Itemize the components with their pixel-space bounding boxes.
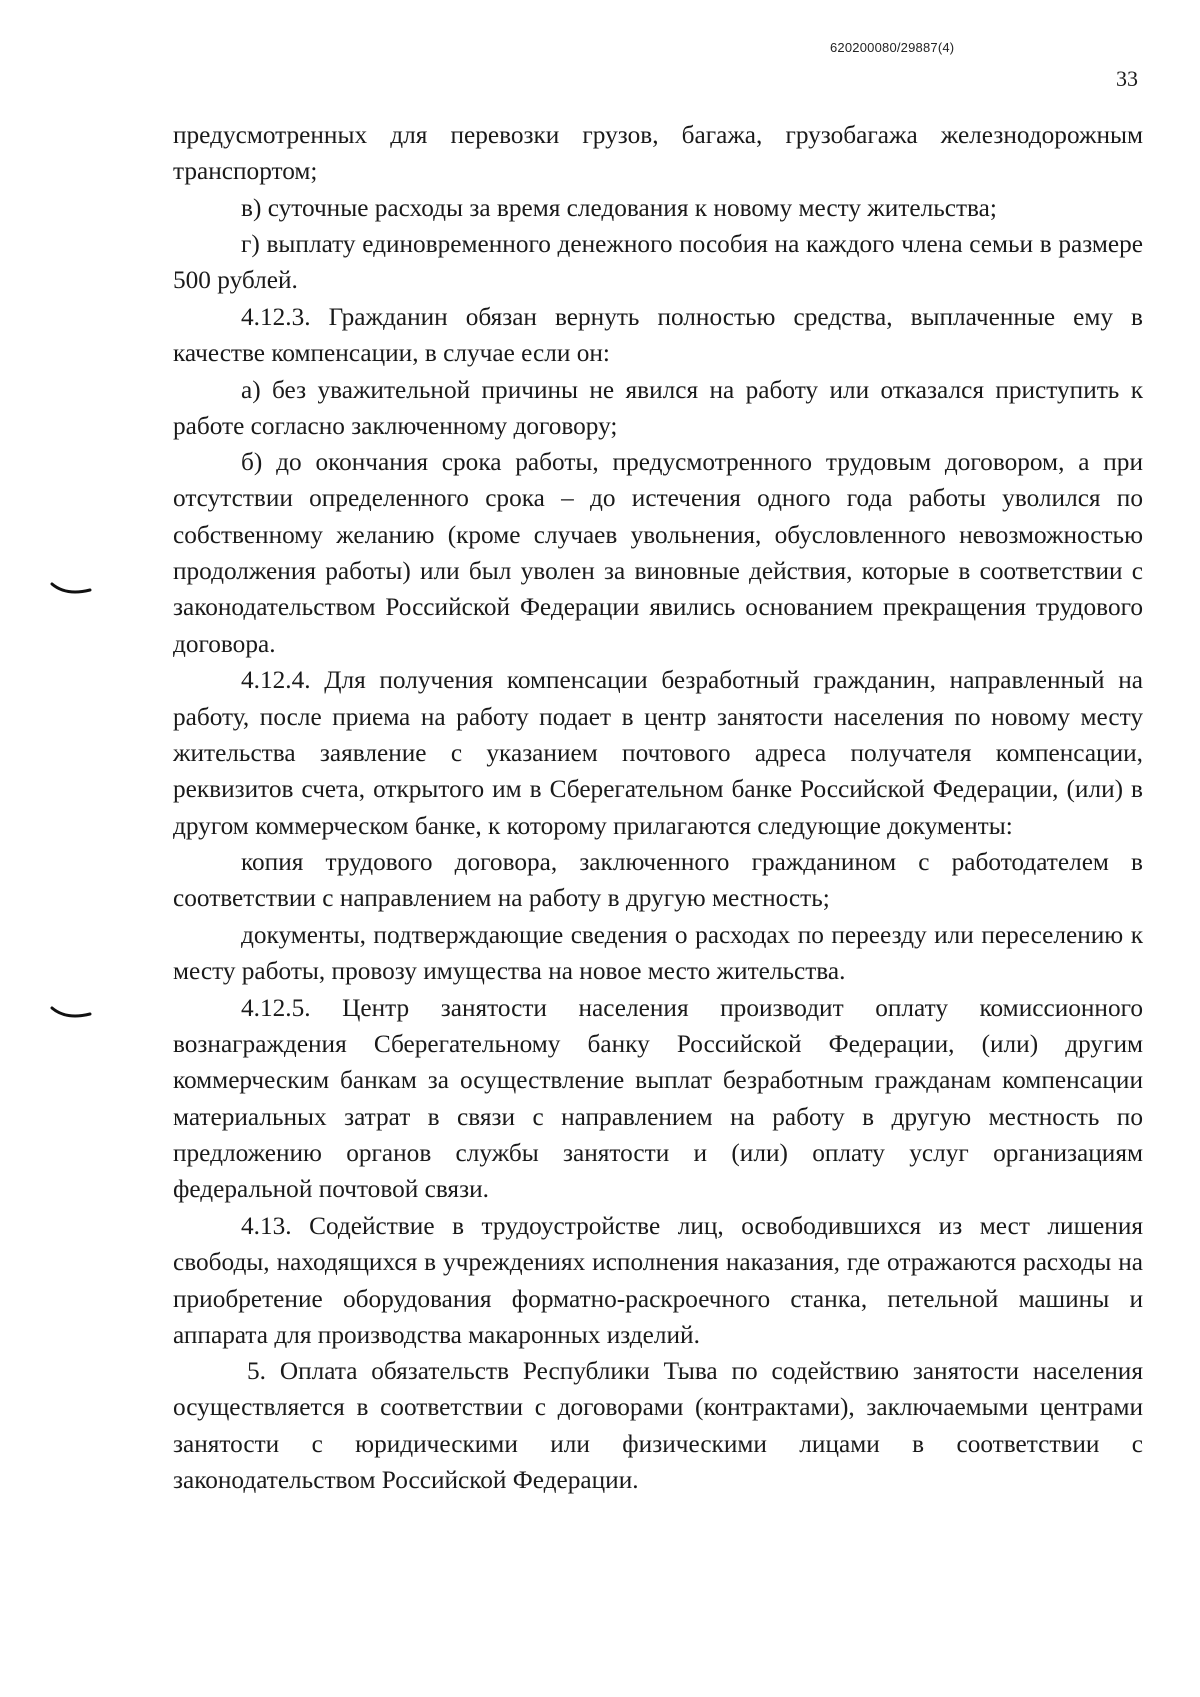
binder-mark: [50, 1002, 98, 1024]
paragraph: 4.13. Содействие в трудоустройстве лиц, освободившихся из мест лишения свободы, находящихся в учреждениях исполнения наказания, где отражаются расходы на приобретение оборудования форматно-раскроечного станка, петельной машины и аппарата для производства макаронных изделий.: [173, 1211, 1143, 1349]
paragraph: г) выплату единовременного денежного пособия на каждого члена семьи в размере 500 рублей.: [173, 229, 1143, 295]
document-code: 620200080/29887(4): [830, 40, 955, 55]
paragraph: документы, подтверждающие сведения о расходах по переезду или переселению к месту работы, провозу имущества на новое место жительства.: [173, 920, 1143, 985]
paragraph: 4.12.4. Для получения компенсации безработный гражданин, направленный на работу, после приема на работу подает в центр занятости населения по новому месту жительства заявление с указанием почтового адреса получателя компенсации, реквизитов счета, открытого им в Сберегательном банке Российской Федерации, (или) в другом коммерческом банке, к которому прилагаются следующие документы:: [173, 666, 1143, 840]
paragraph: а) без уважительной причины не явился на работу или отказался приступить к работе согласно заключенному договору;: [173, 375, 1143, 440]
paragraph: 4.12.5. Центр занятости населения производит оплату комиссионного вознаграждения Сберегательному банку Российской Федерации, (или) другим коммерческим банкам за осуществление выплат безработным гражданам компенсации материальных затрат в связи с направлением на работу в другую местность по предложению органов службы занятости и (или) оплату услуг организациям федеральной почтовой связи.: [173, 993, 1143, 1204]
paragraph: копия трудового договора, заключенного гражданином с работодателем в соответствии с направлением на работу в другую местность;: [173, 847, 1143, 913]
paragraph: б) до окончания срока работы, предусмотренного трудовым договором, а при отсутствии определенного срока – до истечения одного года работы уволился по собственному желанию (кроме случаев увольнения, обусловленного невозможностью продолжения работы) или был уволен за виновные действия, которые в соответствии с законодательством Российской Федерации явились основанием прекращения трудового договора.: [173, 448, 1143, 658]
paragraph: 5. Оплата обязательств Республики Тыва по содействию занятости населения осуществляется в соответствии с договорами (контрактами), заключаемыми центрами занятости с юридическими или физическими лицами в соответствии с законодательством Российской Федерации.: [173, 1357, 1143, 1494]
document-body: [173, 117, 1143, 1498]
paragraph: предусмотренных для перевозки грузов, багажа, грузобагажа железнодорожным транспортом;: [173, 121, 1143, 186]
paragraph: 4.12.3. Гражданин обязан вернуть полностью средства, выплаченные ему в качестве компенсации, в случае если он:: [173, 302, 1143, 368]
page-number: 33: [1116, 66, 1138, 91]
binder-mark: [50, 578, 98, 600]
paragraph: в) суточные расходы за время следования к новому месту жительства;: [241, 193, 997, 222]
